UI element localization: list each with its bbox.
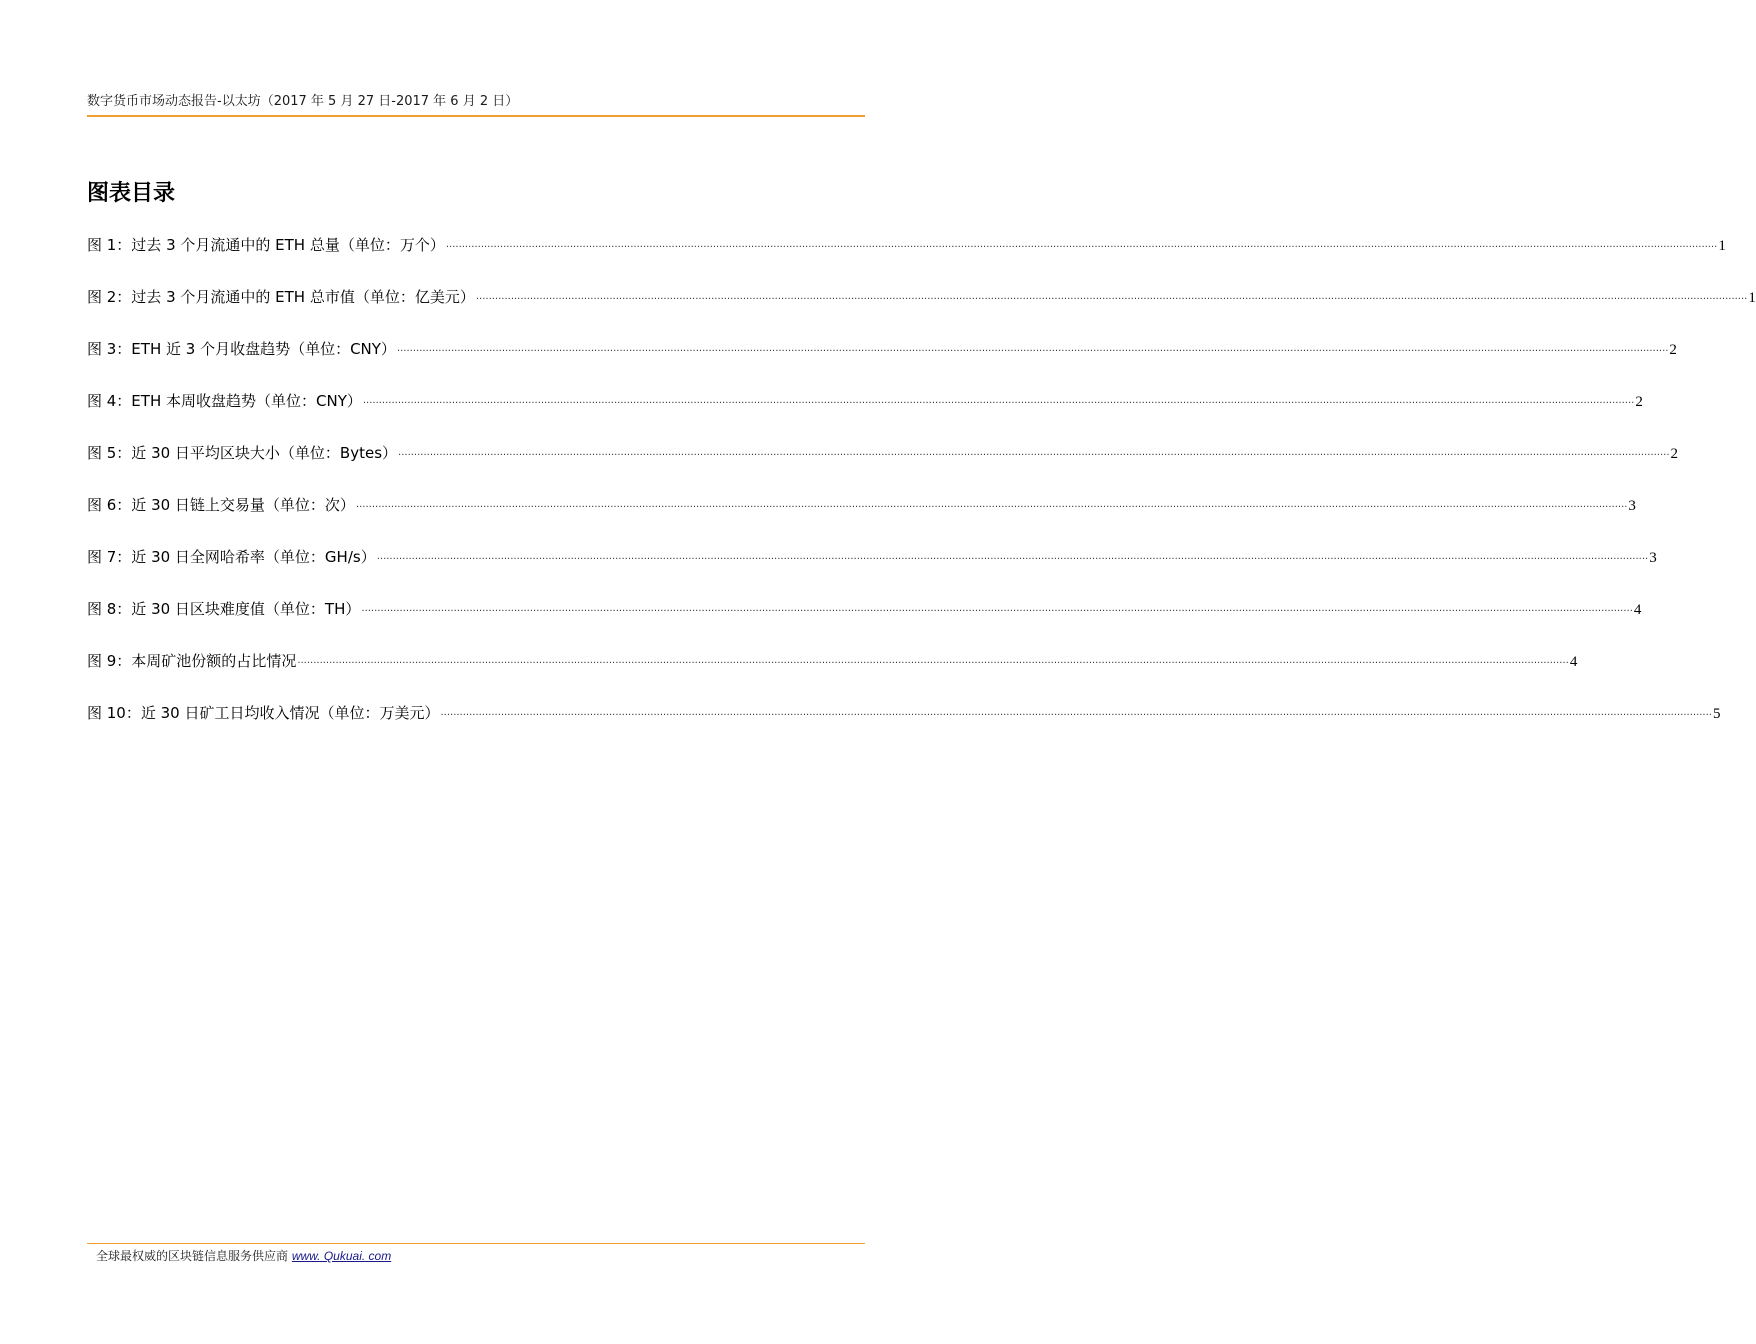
toc-entry-label: 图 8：近 30 日区块难度值（单位：TH） [87,600,361,618]
toc-entry[interactable] [87,546,1657,598]
toc-leader-dots: ················································································································································································································································································································································································································ [362,398,1635,409]
toc-entry-label: 图 3：ETH 近 3 个月收盘趋势（单位：CNY） [87,340,396,358]
toc-entry[interactable] [87,494,1636,546]
toc-leader-dots: ················································································································································································································································································································································································································ [396,346,1669,357]
toc-entry-page: 2 [1670,446,1679,462]
toc-entry[interactable] [87,442,1679,494]
header-divider [87,115,865,117]
toc-entry-label: 图 2：过去 3 个月流通中的 ETH 总市值（单位：亿美元） [87,288,475,306]
toc-entry-page: 4 [1633,602,1642,618]
footer-divider [87,1243,865,1244]
page-header: 数字货币市场动态报告-以太坊（2017 年 5 月 27 日-2017 年 6 月 2 日） [87,94,519,109]
toc-entry[interactable] [87,702,1721,754]
toc-entry[interactable] [87,598,1642,650]
toc-entry-label: 图 5：近 30 日平均区块大小（单位：Bytes） [87,444,398,462]
footer-text: 全球最权威的区块链信息服务供应商 [96,1249,289,1263]
page-footer [96,1247,391,1265]
toc-entry[interactable] [87,234,1726,286]
toc-leader-dots: ················································································································································································································································································································································································································ [376,554,1649,565]
toc-leader-dots: ················································································································································································································································································································································································································ [445,242,1718,253]
toc-entry-page: 3 [1628,498,1636,514]
toc-leader-dots: ················································································································································································································································································································································································································ [355,502,1628,513]
toc-list [87,234,1756,754]
toc-entry-page: 2 [1635,394,1643,410]
toc-entry[interactable] [87,286,1756,338]
toc-entry-page: 1 [1718,238,1726,254]
toc-leader-dots: ················································································································································································································································································································································································································ [398,450,1670,461]
toc-entry-label: 图 9：本周矿池份额的占比情况 [87,652,297,670]
toc-entry-label: 图 4：ETH 本周收盘趋势（单位：CNY） [87,392,362,410]
toc-entry-page: 4 [1569,654,1578,670]
toc-entry-page: 1 [1748,290,1756,306]
footer-link[interactable]: www. Qukuai. com [291,1249,392,1263]
toc-leader-dots: ················································································································································································································································································································································································································ [297,658,1569,669]
toc-title: 图表目录 [87,181,176,206]
toc-entry-page: 2 [1669,342,1677,358]
toc-entry-page: 5 [1712,706,1721,722]
toc-leader-dots: ················································································································································································································································································································································································································ [475,294,1748,305]
toc-leader-dots: ················································································································································································································································································································································································································ [440,710,1712,721]
toc-entry[interactable] [87,650,1578,702]
toc-entry-label: 图 7：近 30 日全网哈希率（单位：GH/s） [87,548,376,566]
toc-entry-page: 3 [1649,550,1657,566]
toc-entry[interactable] [87,338,1677,390]
toc-entry-label: 图 10：近 30 日矿工日均收入情况（单位：万美元） [87,704,440,722]
toc-entry[interactable] [87,390,1643,442]
toc-leader-dots: ················································································································································································································································································································································································································ [361,606,1633,617]
toc-entry-label: 图 6：近 30 日链上交易量（单位：次） [87,496,355,514]
toc-entry-label: 图 1：过去 3 个月流通中的 ETH 总量（单位：万个） [87,236,445,254]
